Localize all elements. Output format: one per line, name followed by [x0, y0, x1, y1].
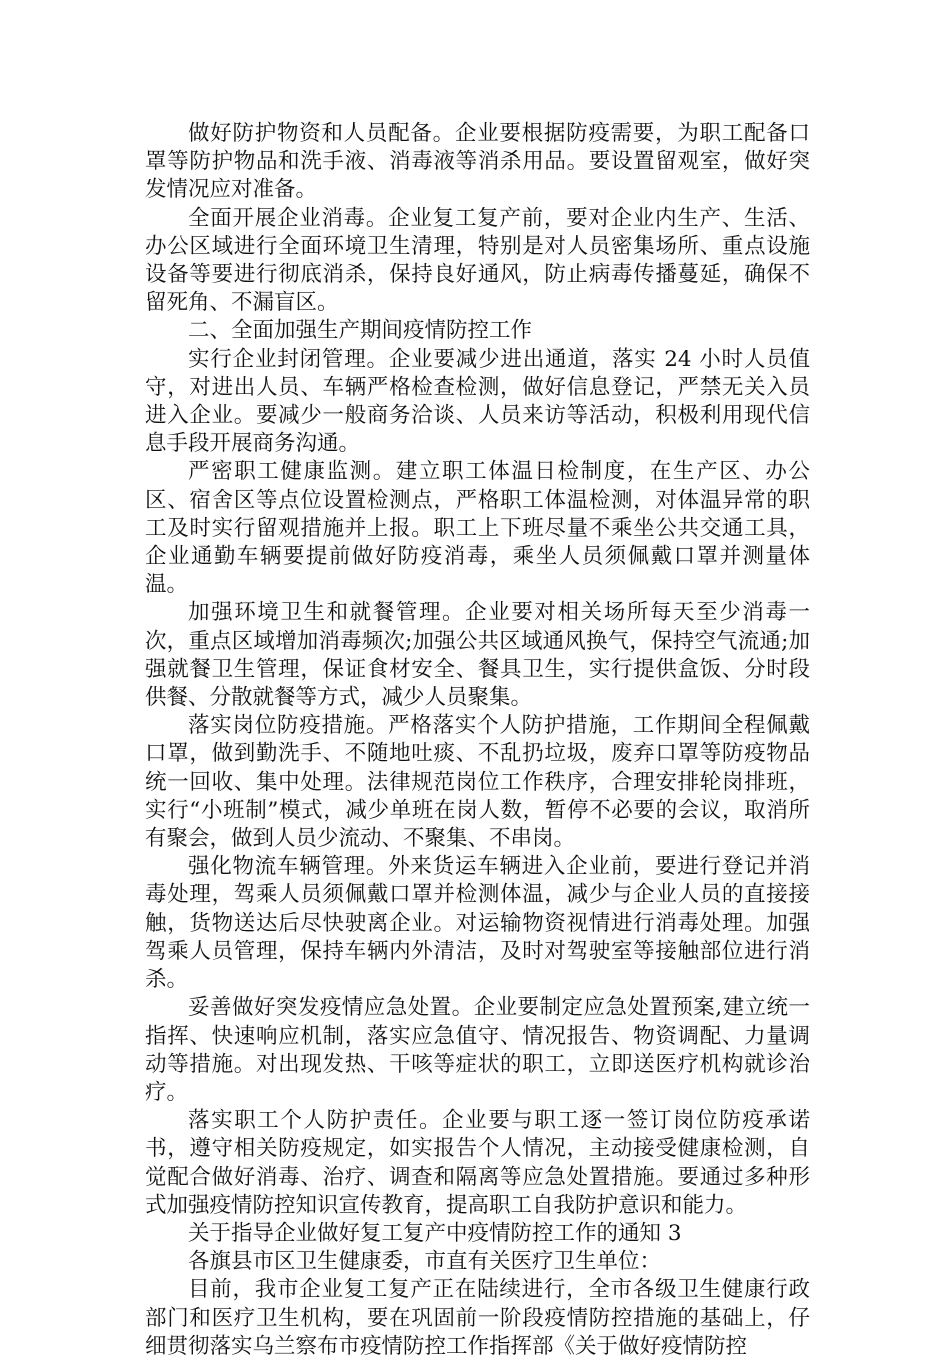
paragraph-personal-responsibility: 落实职工个人防护责任。企业要与职工逐一签订岗位防疫承诺书，遵守相关防疫规定，如实报告个人情况，主动接受健康检测，自觉配合做好消毒、治疗、调查和隔离等应急处置措施。要通过多种形式加强疫情防控知识宣传教育，提高职工自我防护意识和能力。 — [145, 1108, 810, 1218]
paragraph-health-monitoring: 严密职工健康监测。建立职工体温日检制度，在生产区、办公区、宿舍区等点位设置检测点，严格职工体温检测，对体温异常的职工及时实行留观措施并上报。职工上下班尽量不乘坐公共交通工具，企业通勤车辆要提前做好防疫消毒，乘坐人员须佩戴口罩并测量体温。 — [145, 459, 810, 598]
paragraph-environment-dining: 加强环境卫生和就餐管理。企业要对相关场所每天至少消毒一次，重点区域增加消毒频次;加强公共区域通风换气，保持空气流通;加强就餐卫生管理，保证食材安全、餐具卫生，实行提供盒饭、分时段供餐、分散就餐等方式，减少人员聚集。 — [145, 600, 810, 711]
paragraph-logistics-vehicles: 强化物流车辆管理。外来货运车辆进入企业前，要进行登记并消毒处理，驾乘人员须佩戴口罩并检测体温，减少与企业人员的直接接触，货物送达后尽快驶离企业。对运输物资视情进行消毒处理。加强驾乘人员管理，保持车辆内外清洁，及时对驾驶室等接触部位进行消杀。 — [145, 854, 810, 993]
section-heading-two: 二、全面加强生产期间疫情防控工作 — [188, 318, 533, 344]
paragraph-closed-management: 实行企业封闭管理。企业要减少进出通道，落实 24 小时人员值守，对进出人员、车辆严格检查检测，做好信息登记，严禁无关入员进入企业。要减少一般商务洽谈、人员来访等活动，积极利用现代信息手段开展商务沟通。 — [145, 346, 810, 457]
paragraph-disinfection: 全面开展企业消毒。企业复工复产前，要对企业内生产、生活、办公区域进行全面环境卫生清理，特别是对人员密集场所、重点设施设备等要进行彻底消杀，保持良好通风，防止病毒传播蔓延，确保不留死角、不漏盲区。 — [145, 205, 810, 316]
paragraph-post-measures: 落实岗位防疫措施。严格落实个人防护措施，工作期间全程佩戴口罩，做到勤洗手、不随地吐痰、不乱扔垃圾，废弃口罩等防疫物品统一回收、集中处理。法律规范岗位工作秩序，合理安排轮岗排班，实行“小班制”模式，减少单班在岗人数，暂停不必要的会议，取消所有聚会，做到人员少流动、不聚集、不串岗。 — [145, 713, 810, 852]
notice-recipients: 各旗县市区卫生健康委，市直有关医疗卫生单位： — [188, 1249, 662, 1275]
paragraph-emergency-handling: 妥善做好突发疫情应急处置。企业要制定应急处置预案,建立统一指挥、快速响应机制，落实应急值守、情况报告、物资调配、力量调动等措施。对出现发热、干咳等症状的职工，立即送医疗机构就诊治疗。 — [145, 995, 810, 1105]
notice-title: 关于指导企业做好复工复产中疫情防控工作的通知 3 — [188, 1220, 682, 1246]
paragraph-current-situation: 目前，我市企业复工复产正在陆续进行，全市各级卫生健康行政部门和医疗卫生机构，要在巩固前一阶段疫情防控措施的基础上，仔细贯彻落实乌兰察布市疫情防控工作指挥部《关于做好疫情防控 — [145, 1277, 810, 1359]
paragraph-protective-supplies: 做好防护物资和人员配备。企业要根据防疫需要，为职工配备口罩等防护物品和洗手液、消毒液等消杀用品。要设置留观室，做好突发情况应对准备。 — [145, 121, 810, 203]
